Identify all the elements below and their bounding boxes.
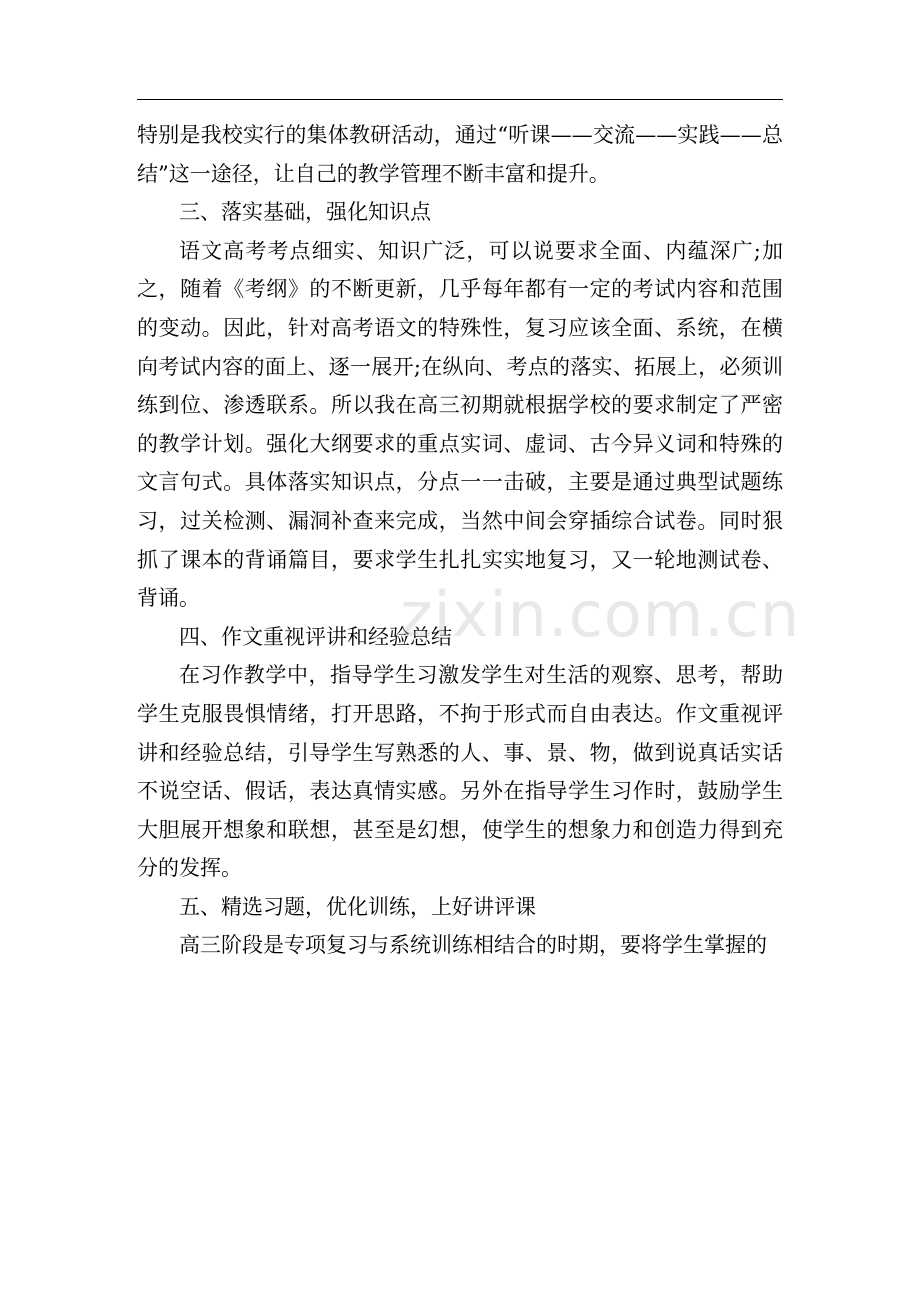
watermark: zixin.com.cn bbox=[400, 578, 801, 651]
paragraph-basics: 语文高考考点细实、知识广泛，可以说要求全面、内蕴深广;加之，随着《考纲》的不断更新，几乎每年都有一定的考试内容和范围的变动。因此，针对高考语文的特殊性，复习应该全面、系统，在横向考试内容的面上、逐一展开;在纵向、考点的落实、拓展上，必须训练到位、渗透联系。所以我在高三初期就根据学校的要求制定了严密的教学计划。强化大纲要求的重点实词、虚词、古今异义词和特殊的文言句式。具体落实知识点，分点一一击破，主要是通过典型试题练习，过关检测、漏洞补查来完成，当然中间会穿插综合试卷。同时狠抓了课本的背诵篇目，要求学生扎扎实实地复习，又一轮地测试卷、背诵。 bbox=[137, 238, 783, 611]
section-heading-4: 四、作文重视评讲和经验总结 bbox=[179, 624, 452, 649]
section-heading-3: 三、落实基础，强化知识点 bbox=[179, 200, 431, 225]
paragraph-composition: 在习作教学中，指导学生习激发学生对生活的观察、思考，帮助学生克服畏惧情绪，打开思路，不拘于形式而自由表达。作文重视评讲和经验总结，引导学生写熟悉的人、事、景、物，做到说真话实话不说空话、假话，表达真情实感。另外在指导学生习作时，鼓励学生大胆展开想象和联想，甚至是幻想，使学生的想象力和创造力得到充分的发挥。 bbox=[137, 663, 783, 881]
paragraph-exercises: 高三阶段是专项复习与系统训练相结合的时期，要将学生掌握的 bbox=[179, 933, 767, 958]
document-body bbox=[137, 116, 783, 965]
paragraph-continuation: 特别是我校实行的集体教研活动，通过“听课——交流——实践——总结”这一途径，让自己的教学管理不断丰富和提升。 bbox=[137, 123, 783, 186]
header-rule bbox=[137, 99, 783, 100]
section-heading-5: 五、精选习题，优化训练，上好讲评课 bbox=[179, 894, 536, 919]
